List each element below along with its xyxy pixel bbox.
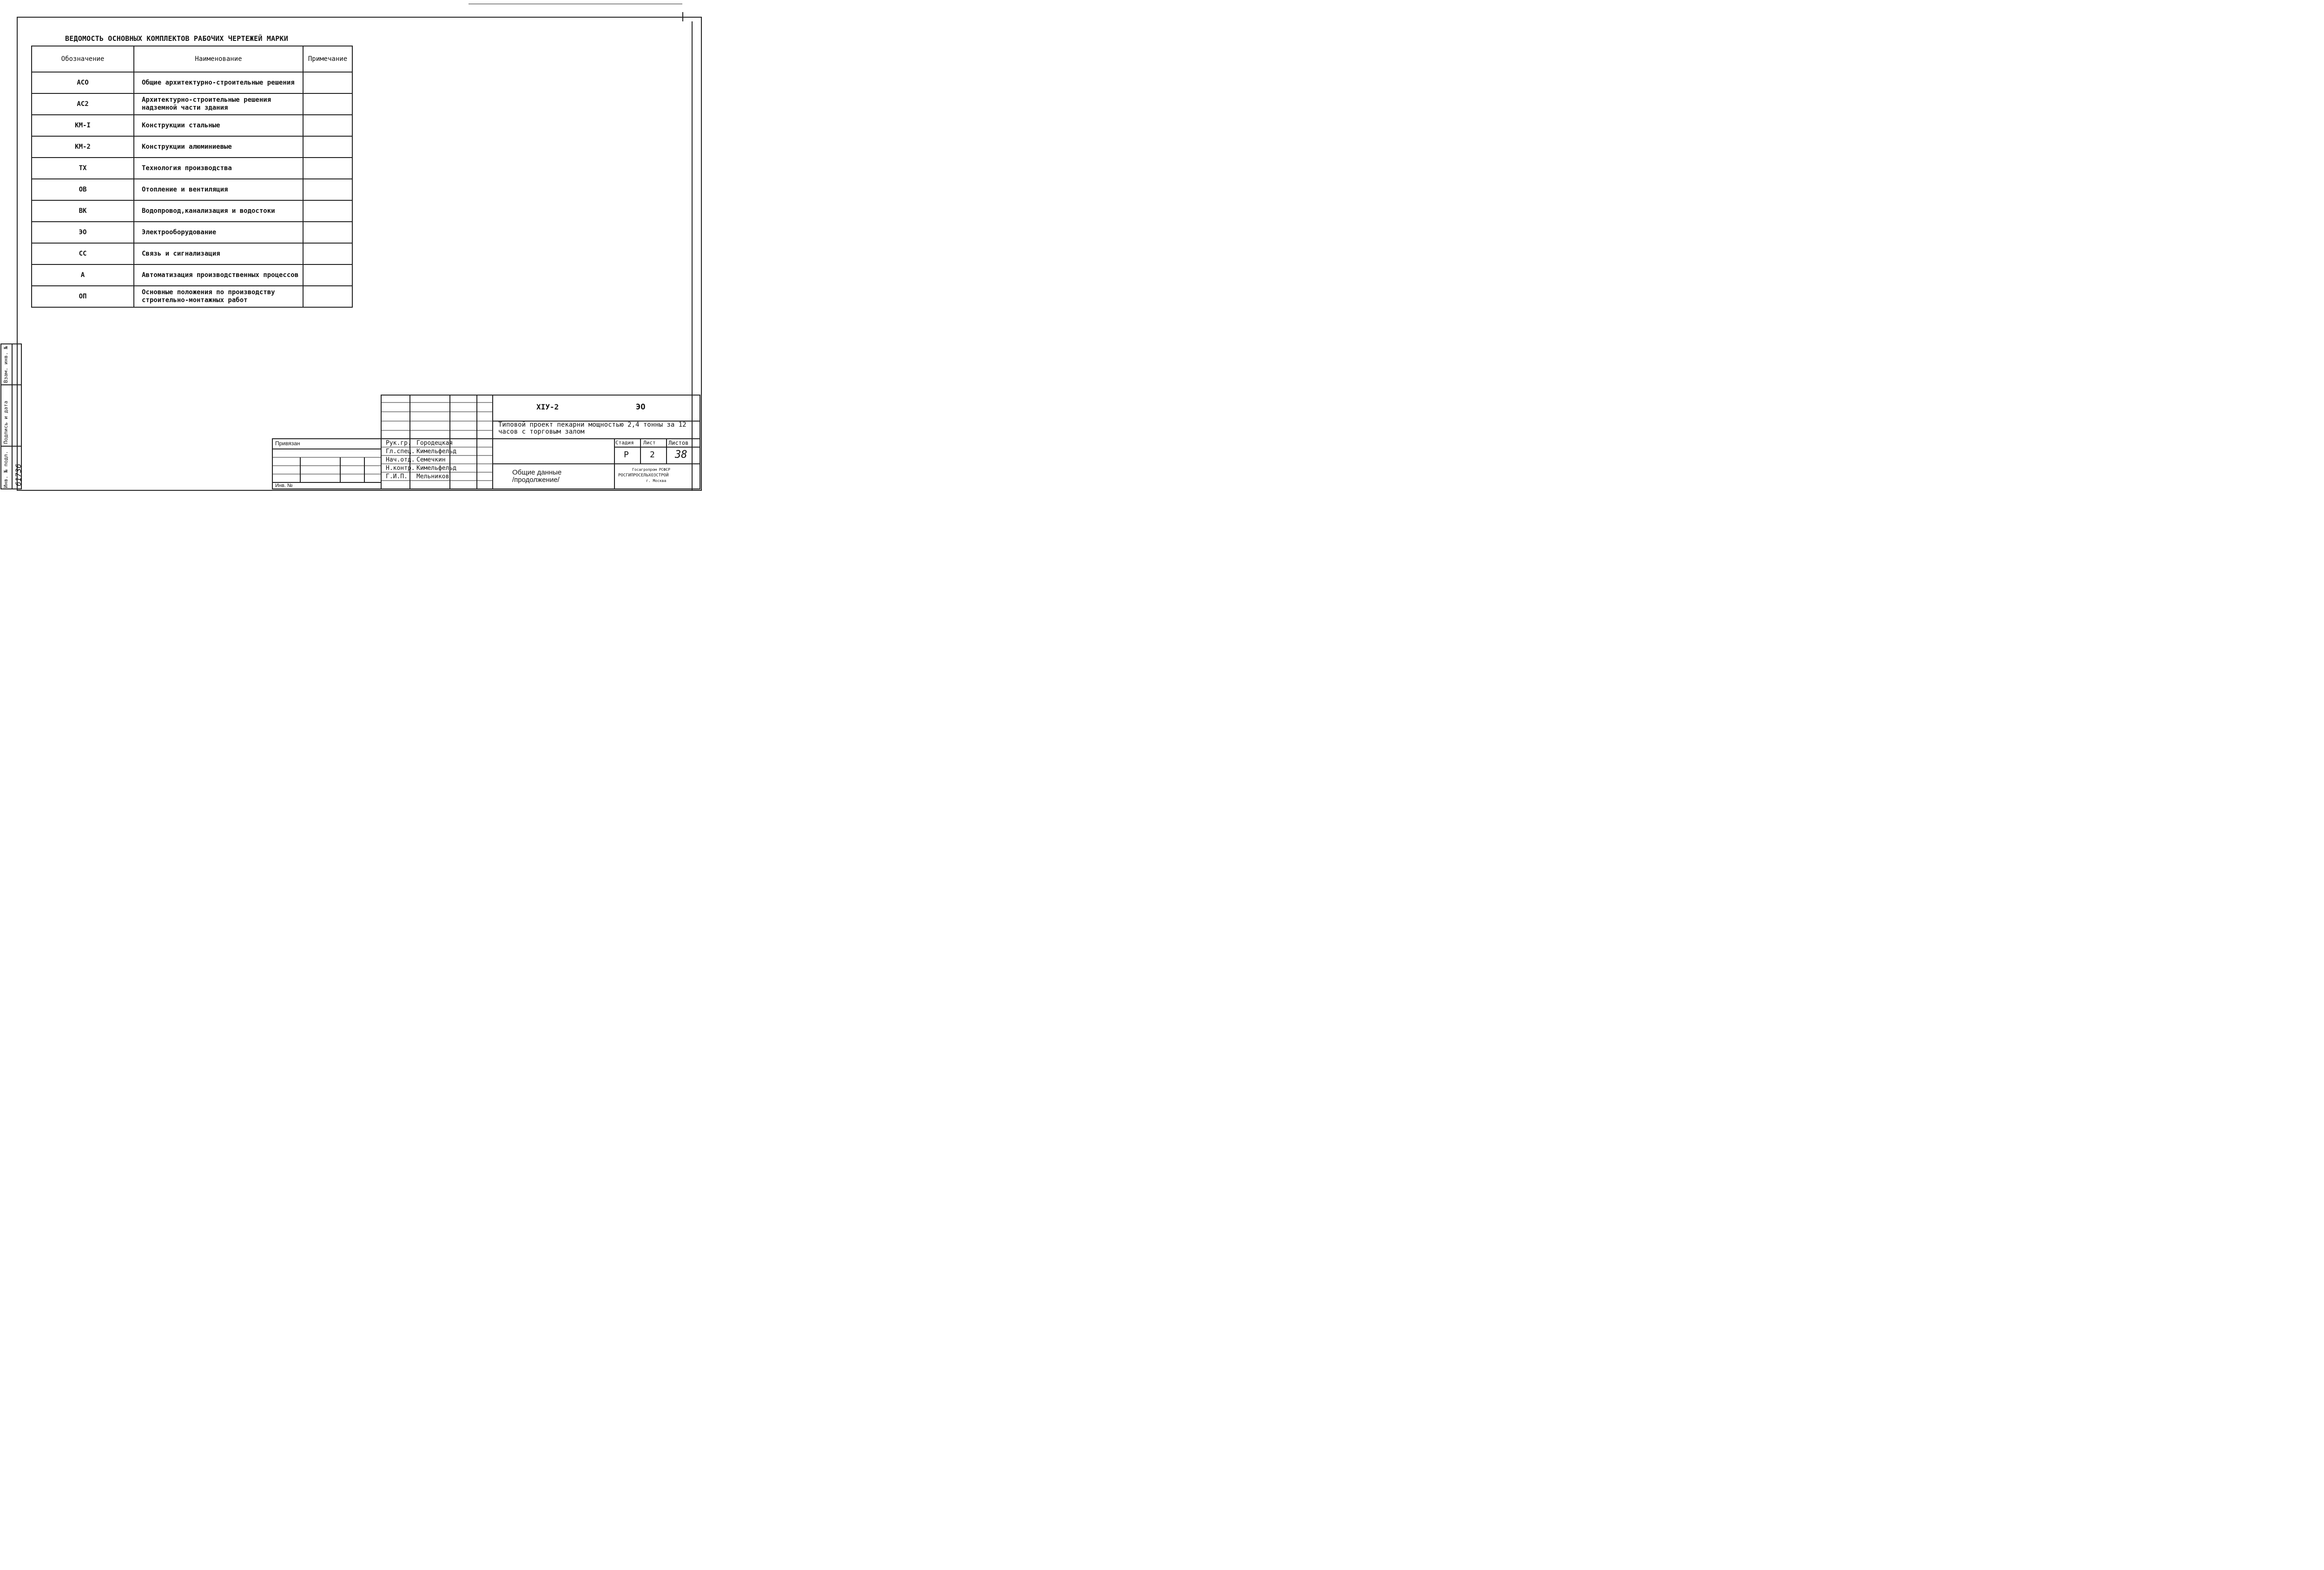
project-code: XIУ-2 [536,402,559,411]
org-line1: Госагропром РСФСР [632,468,670,472]
signature-role: Рук.гр. [386,440,411,447]
project-title: Типовой проект пекарни мощностью 2,4 тонны за 12 часов с торговым залом [498,421,687,435]
row-code: КМ-2 [32,136,134,158]
row-code: АСО [32,72,134,93]
stage-label: Стадия [615,440,634,446]
side-inv-value: 61736 [14,463,23,486]
row-code: СС [32,243,134,264]
row-name: Общие архитектурно-строительные решения [134,72,303,93]
row-name: Конструкции стальные [134,115,303,136]
row-code: АС2 [32,93,134,115]
side-label-sign: Подпись и дата [3,401,9,444]
signature-name: Кимельфельд [416,448,457,455]
org-line3: г. Москва [646,479,667,483]
document-title: ВЕДОМОСТЬ ОСНОВНЫХ КОМПЛЕКТОВ РАБОЧИХ ЧЕРТЕЖЕЙ МАРКИ [65,34,288,43]
row-name: Электрооборудование [134,222,303,243]
row-code: А [32,264,134,286]
row-name: Технология производства [134,158,303,179]
sheets-value: 38 [675,449,687,461]
row-name: Конструкции алюминиевые [134,136,303,158]
sheet-value: 2 [650,450,655,460]
org-line2: РОСГИПРОСЕЛЬХОЗСТРОЙ [618,473,669,478]
side-label-inv: Инв. № подл. [3,451,9,488]
signature-name: Семечкин [416,456,446,463]
stage-value: Р [624,450,629,460]
sheets-label: Листов [668,440,689,446]
signature-name: Мельников [416,473,449,480]
signature-role: Г.И.П. [386,473,408,480]
sheet-label: Лист [643,440,656,446]
row-code: ОП [32,286,134,307]
row-name: Связь и сигнализация [134,243,303,264]
row-code: ОВ [32,179,134,200]
row-name: Автоматизация производственных процессов [134,264,303,286]
sheet-title-line1: Общие данные [512,468,562,476]
signature-name: Городецкая [416,440,453,447]
header-designation: Обозначение [32,46,134,72]
signature-role: Гл.спец. [386,448,415,455]
row-code: ВК [32,200,134,222]
header-note: Примечание [303,46,352,72]
side-label-replace: Взам. инв. № [3,346,9,383]
title-block-grid [0,0,718,490]
row-code: КМ-I [32,115,134,136]
mark-code: ЭО [636,402,646,412]
row-name: Основные положения по производству строительно-монтажных работ [134,286,303,307]
signature-role: Н.контр. [386,465,415,472]
row-name: Водопровод,канализация и водостоки [134,200,303,222]
row-name: Отопление и вентиляция [134,179,303,200]
bound-label: Привязан [275,440,300,447]
sheet-title-line2: /продолжение/ [512,476,560,484]
inv-label: Инв. № [275,483,293,488]
signature-role: Нач.отд. [386,456,415,463]
row-name: Архитектурно-строительные решения надземной части здания [134,93,303,115]
signature-name: Кимельфельд [416,465,457,472]
row-code: ТХ [32,158,134,179]
row-code: ЭО [32,222,134,243]
header-name: Наименование [134,46,303,72]
